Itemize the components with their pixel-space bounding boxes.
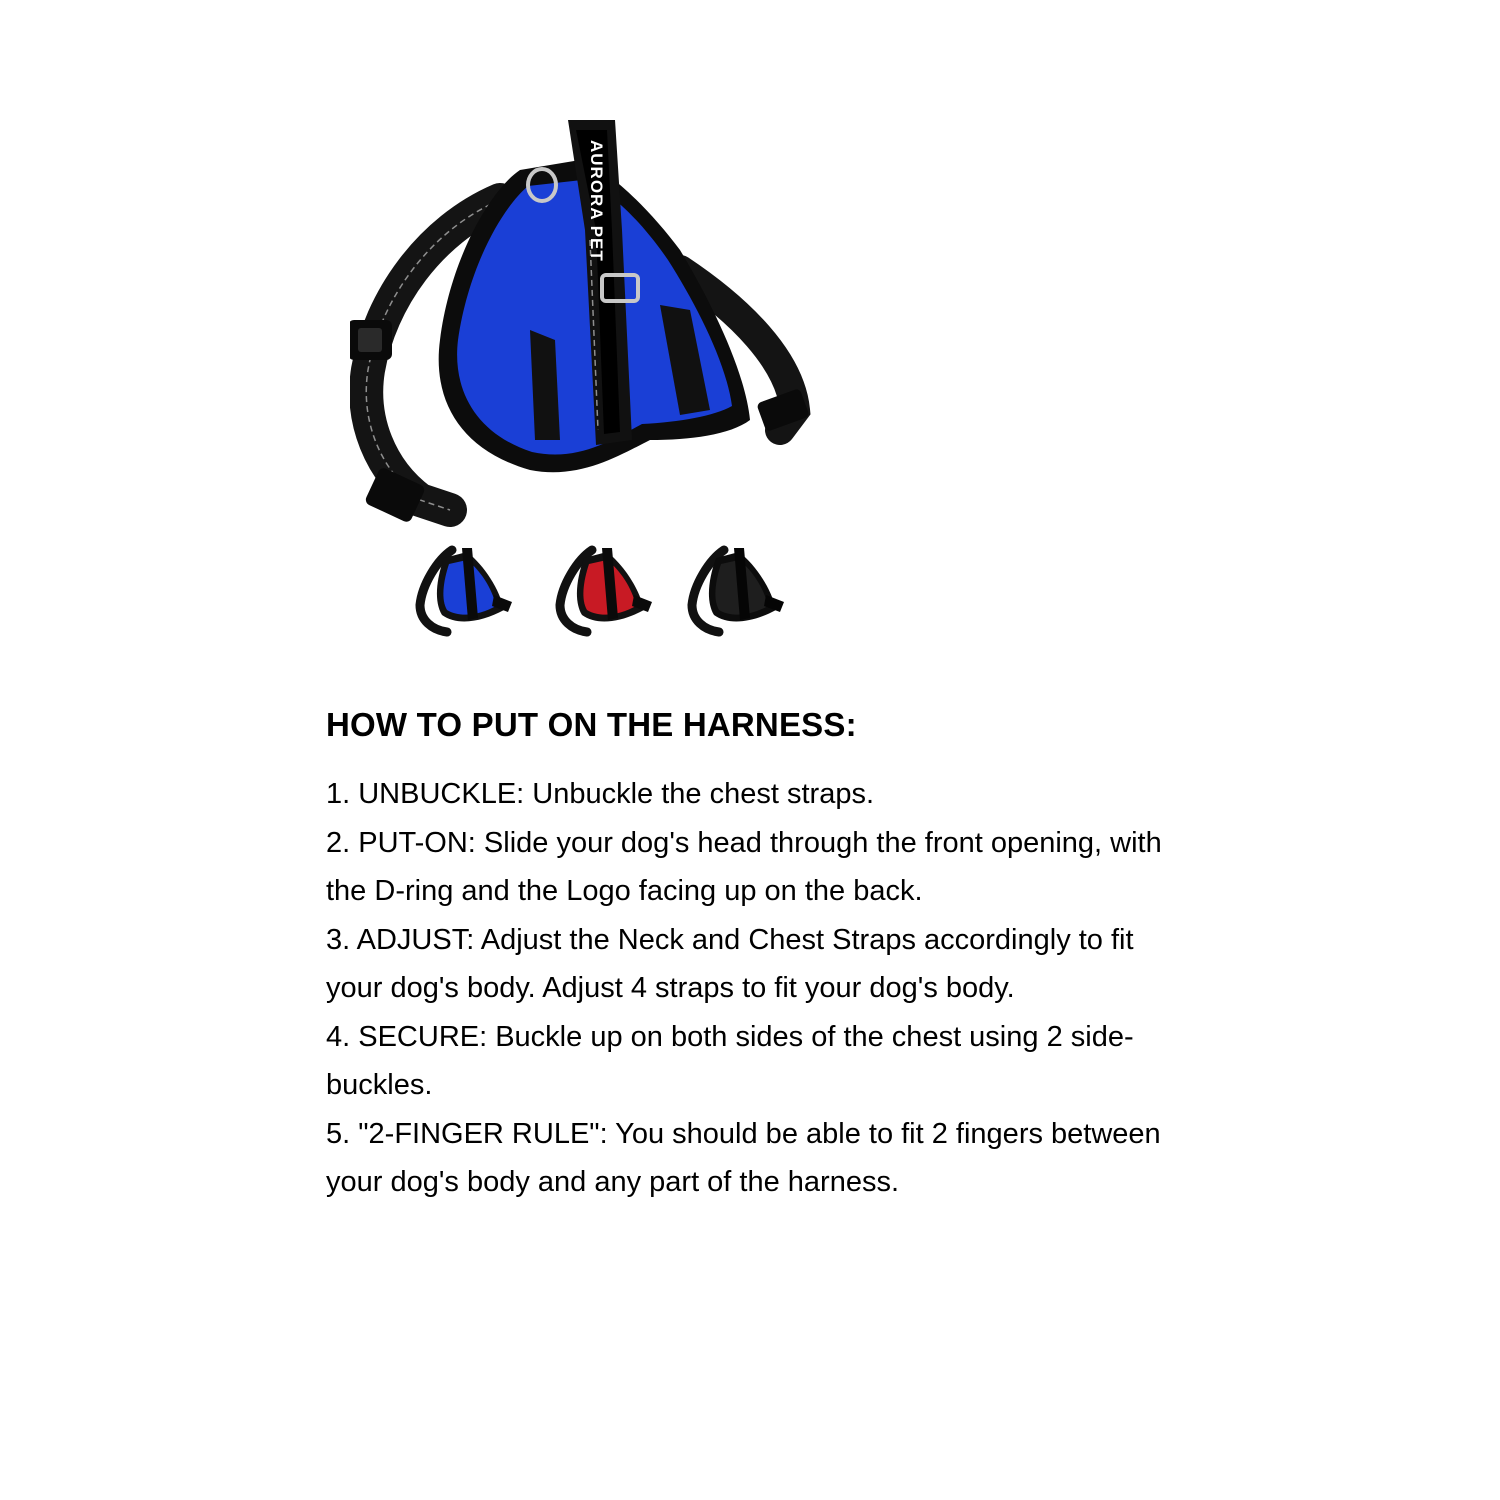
step-5: 5. "2-FINGER RULE": You should be able to fit 2 fingers between your dog's body and any part of the harness. <box>326 1117 1161 1198</box>
color-variants <box>412 540 802 640</box>
thumbnail-black[interactable] <box>684 540 794 640</box>
product-image-blue-harness <box>350 110 820 540</box>
instructions-steps <box>326 770 1186 1207</box>
logo-text: AURORA PET <box>587 140 606 262</box>
step-4: 4. SECURE: Buckle up on both sides of the chest using 2 side-buckles. <box>326 1020 1134 1101</box>
step-3: 3. ADJUST: Adjust the Neck and Chest Straps accordingly to fit your dog's body. Adjust 4 straps to fit your dog's body. <box>326 923 1134 1004</box>
thumbnail-red[interactable] <box>552 540 662 640</box>
instructions-section <box>326 702 1186 1207</box>
thumbnail-blue[interactable] <box>412 540 522 640</box>
instructions-title: HOW TO PUT ON THE HARNESS: <box>326 706 857 743</box>
step-2: 2. PUT-ON: Slide your dog's head through the front opening, with the D-ring and the Logo facing up on the back. <box>326 826 1162 907</box>
step-1: 1. UNBUCKLE: Unbuckle the chest straps. <box>326 778 875 810</box>
